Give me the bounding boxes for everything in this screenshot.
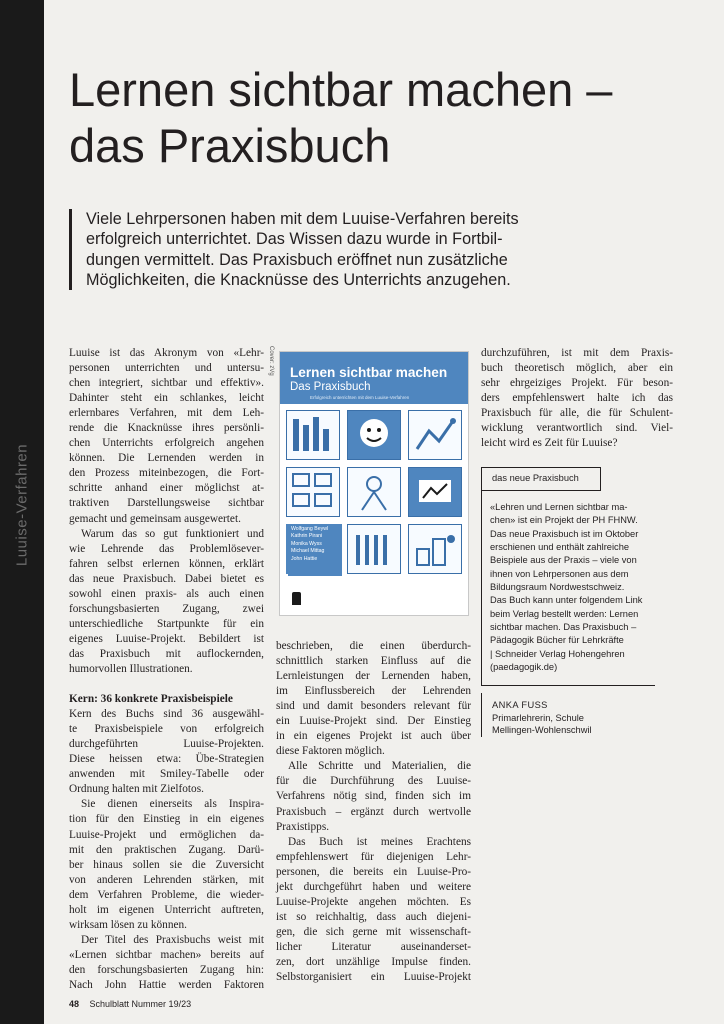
text-line: eigenes Luuise-Projekt. Bebildert ist	[69, 632, 264, 645]
text-line: leicht wird es Zeit für Luuise?	[481, 437, 618, 450]
text-line: sehr ehrgeiziges Projekt. Für beson-	[481, 377, 673, 390]
text-line: Dahinter steht ein schlankes, leicht	[69, 392, 264, 405]
text-line: tion für den Einstieg in ein eigenes	[69, 813, 264, 826]
cover-tagline: Erfolgreich unterrichten mit dem Luuise-Verfahren	[310, 395, 410, 400]
text-line: wie Lehrende das Problemlösever-	[69, 542, 264, 555]
text-line: Praxistipps.	[276, 820, 330, 833]
publisher-logo-icon	[292, 592, 301, 605]
text-line: mit den praktischen Zugang. Darü-	[69, 843, 264, 856]
illustration-tile	[347, 524, 401, 574]
cover-credit: Cover: zVg	[268, 346, 274, 376]
infobox-line: | Schneider Verlag Hohengehren	[490, 648, 625, 659]
author-school: Mellingen-Wohlenschwil	[492, 725, 592, 735]
text-line: chen integriert, sichtbar und effektiv».	[69, 377, 264, 390]
illustration-tile	[347, 467, 401, 517]
text-line: in ein eigenes Projekt ist auch über	[276, 730, 471, 743]
text-line: diese Faktoren möglich.	[276, 745, 385, 758]
cover-author: Michael Mittag	[291, 548, 325, 555]
text-line: ders empfehlenswert halte ich das	[481, 392, 673, 405]
cover-subtitle: Das Praxisbuch	[290, 381, 371, 393]
text-line: Selbstorganisiert ein Luuise-Projekt	[276, 971, 471, 984]
text-line: chen Unterrichts erfolgreich angehen	[69, 437, 264, 450]
text-line: ber hinaus sollen sie die Zuversicht	[69, 858, 264, 871]
text-line: «Lernen sichtbar machen» bereits auf	[69, 948, 264, 961]
text-line: gen, die sich gerne mit wissenschaft-	[276, 925, 471, 938]
text-line: te Praxisbeispiele von erfolgreich	[69, 723, 264, 736]
text-line: Das Buch ist meines Erachtens	[288, 835, 471, 848]
illustration-tile	[286, 410, 340, 460]
text-line: buch theoretisch möglich, aber ein	[481, 362, 673, 375]
text-line: ein Luuise-Projekt sind. Der Einstieg	[276, 715, 471, 728]
text-line: den forschungsbasierten Zugang hin:	[69, 963, 264, 976]
text-line: traktiven Darstellungsweise sichtbar	[69, 497, 264, 510]
text-line: personen unterrichten und untersu-	[69, 362, 264, 375]
text-line: das neue Praxisbuch. Dabei bietet es	[69, 572, 264, 585]
body-column-3	[481, 346, 673, 451]
text-line: Diese heissen etwa: Übe-Strategien	[69, 753, 264, 766]
text-line: fahren selbst erlernen können, erklärt	[69, 557, 264, 570]
infobox-line: Beispiele aus der Praxis – viele von	[490, 555, 637, 566]
text-line: licher Literatur auseinanderset-	[276, 940, 471, 953]
text-line: Lernleistungen der Lernenden haben,	[276, 670, 471, 683]
text-line: schritte anhand einer möglichst at-	[69, 482, 264, 495]
cover-title: Lernen sichtbar machen	[290, 365, 448, 380]
illustration-tile	[408, 410, 462, 460]
infobox-line: Pädagogik Bücher für Lehrkräfte	[490, 635, 624, 646]
text-line: für die Durchführung des Luuise-	[276, 775, 471, 788]
infobox-link[interactable]: (paedagogik.de)	[490, 662, 558, 673]
text-line: von anderen Lehrenden stärken, mit	[69, 873, 264, 886]
text-line: ist so reichhaltig, dass auch diejeni-	[276, 910, 471, 923]
text-line: Luuise ist das Akronym von «Lehr-	[69, 347, 264, 359]
lead-line: dungen vermittelt. Das Praxisbuch eröffnet nun zusätzliche	[86, 250, 508, 269]
text-line: erlernbares Verfahren, mit dem Leh-	[69, 407, 264, 420]
lead-line: Viele Lehrpersonen haben mit dem Luuise-Verfahren bereits	[86, 210, 519, 228]
text-line: durchzuführen, ist mit dem Praxis-	[481, 347, 673, 359]
page-number: 48	[69, 999, 80, 1009]
text-line: im Einflussbereich der Lehrenden	[276, 685, 471, 698]
cover-author: Kathrin Pirani	[291, 533, 323, 540]
text-line: sind und damit besonders relevant für	[276, 700, 471, 713]
title-line: Lernen sichtbar machen –	[69, 63, 613, 116]
text-line: Luuise-Projekte angehen möchten. Es	[276, 895, 471, 908]
body-column-2	[276, 639, 471, 985]
infobox-label: das neue Praxisbuch	[481, 467, 601, 491]
text-line: Ordnung halten mit Zielfotos.	[69, 783, 204, 796]
infobox-line: Das neue Praxisbuch ist im Oktober	[490, 528, 639, 539]
illustration-tile	[408, 467, 462, 517]
page-title	[69, 62, 689, 174]
text-line: rende die Knacknüsse ihres persönli-	[69, 422, 264, 435]
author-role: Primarlehrerin, Schule	[492, 712, 584, 723]
text-line: Praxisbuch – ergänzt durch wertvolle	[276, 805, 471, 818]
text-line: das Praxisbuch mit auflockernden,	[69, 647, 264, 660]
text-line: Sie dienen einerseits als Inspira-	[81, 798, 264, 811]
text-line: gemacht und gemeinsam ausgewertet.	[69, 512, 241, 525]
author-name: ANKA FUSS	[492, 700, 548, 710]
text-line: Der Titel des Praxisbuchs weist mit	[81, 933, 264, 946]
author-rule	[481, 693, 482, 737]
text-line: dem Verfahren Probleme, die wieder-	[69, 888, 264, 901]
cover-author: John Hattie	[291, 555, 318, 562]
text-line: holt im eigenen Unterricht auftreten,	[69, 903, 264, 916]
illustration-tile	[286, 467, 340, 517]
cover-author: Wolfgang Beywl	[291, 526, 329, 532]
text-line: zen, dort unzählige Impulse finden.	[276, 955, 471, 968]
infobox-line: Das Buch kann unter folgendem Link	[490, 595, 643, 606]
lead-line: Möglichkeiten, die Knacknüsse des Unterrichts anzugehen.	[86, 270, 511, 289]
text-line: schnittlich starken Einfluss auf die	[276, 655, 471, 668]
text-line: Warum das so gut funktioniert und	[81, 527, 264, 540]
text-line: Luuise-Projekt und ermöglichen da-	[69, 828, 264, 841]
text-line: durchgeführten Luuise-Projekten.	[69, 738, 264, 751]
text-line: wicklung verantwortlich sind. Viel-	[481, 422, 673, 435]
text-line: Kern des Buchs sind 36 ausgewähl-	[69, 708, 264, 721]
spacer-line	[69, 677, 264, 692]
book-cover	[279, 351, 469, 616]
text-line: sowohl einen praxis- als auch einen	[69, 587, 264, 600]
text-line: humorvollen Illustrationen.	[69, 662, 193, 675]
text-line: beschrieben, die einen überdurch-	[276, 640, 471, 652]
infobox-line: Bildungsraum Nordwestschweiz.	[490, 582, 625, 593]
text-line: empfehlenswert für diejenigen Lehr-	[276, 850, 471, 863]
text-line: können. Die Lernenden werden in	[69, 452, 264, 465]
text-line: Alle Schritte und Materialien, die	[288, 760, 471, 773]
text-line: anwenden mit Smiley-Tabelle oder	[69, 768, 264, 781]
lead-paragraph	[69, 209, 646, 290]
title-line: das Praxisbuch	[69, 119, 391, 172]
page-footer	[69, 999, 191, 1009]
text-line: den Prozess miteinbezogen, die Fort-	[69, 467, 264, 480]
cover-author: Monika Wyss	[291, 540, 322, 547]
subheading: Kern: 36 konkrete Praxisbeispiele	[69, 693, 233, 706]
infobox-line: beim Verlag bestellt werden: Lernen	[490, 608, 639, 619]
infobox-line: chen» ist ein Projekt der PH FHNW.	[490, 515, 638, 526]
text-line: wirksam lösen zu können.	[69, 918, 187, 931]
author-block	[492, 699, 592, 737]
cover-authors	[288, 524, 342, 576]
infobox-line: ihnen von Lehrpersonen aus dem	[490, 568, 629, 579]
text-line: forschungsbasierten Zugang, zwei	[69, 602, 264, 615]
text-line: Praxisbuch für alle, die für Schulent-	[481, 407, 673, 420]
infobox-text	[490, 501, 660, 674]
body-column-1	[69, 346, 264, 993]
infobox-line: erschienen und enthält zahlreiche	[490, 542, 630, 553]
text-line: personen, die bereits ein Luuise-Pro-	[276, 865, 471, 878]
text-line: jekt durchgeführt haben und weitere	[276, 880, 471, 893]
infobox-line: «Lehren und Lernen sichtbar ma-	[490, 502, 628, 512]
section-label: Luuise-Verfahren	[13, 443, 31, 567]
illustration-tile	[408, 524, 462, 574]
publication-name: Schulblatt Nummer 19/23	[89, 999, 192, 1009]
infobox-line: sichtbar machen. Das Praxisbuch –	[490, 622, 637, 633]
text-line: Nach John Hattie werden Faktoren	[69, 978, 264, 991]
illustration-tile	[347, 410, 401, 460]
lead-line: erfolgreich unterrichtet. Das Wissen dazu wurde in Fortbil-	[86, 230, 503, 249]
text-line: Verfahrens nötig sind, finden sich im	[276, 790, 471, 803]
text-line: unterschiedliche Startpunkte für ein	[69, 617, 264, 630]
sidebar	[0, 0, 44, 1024]
